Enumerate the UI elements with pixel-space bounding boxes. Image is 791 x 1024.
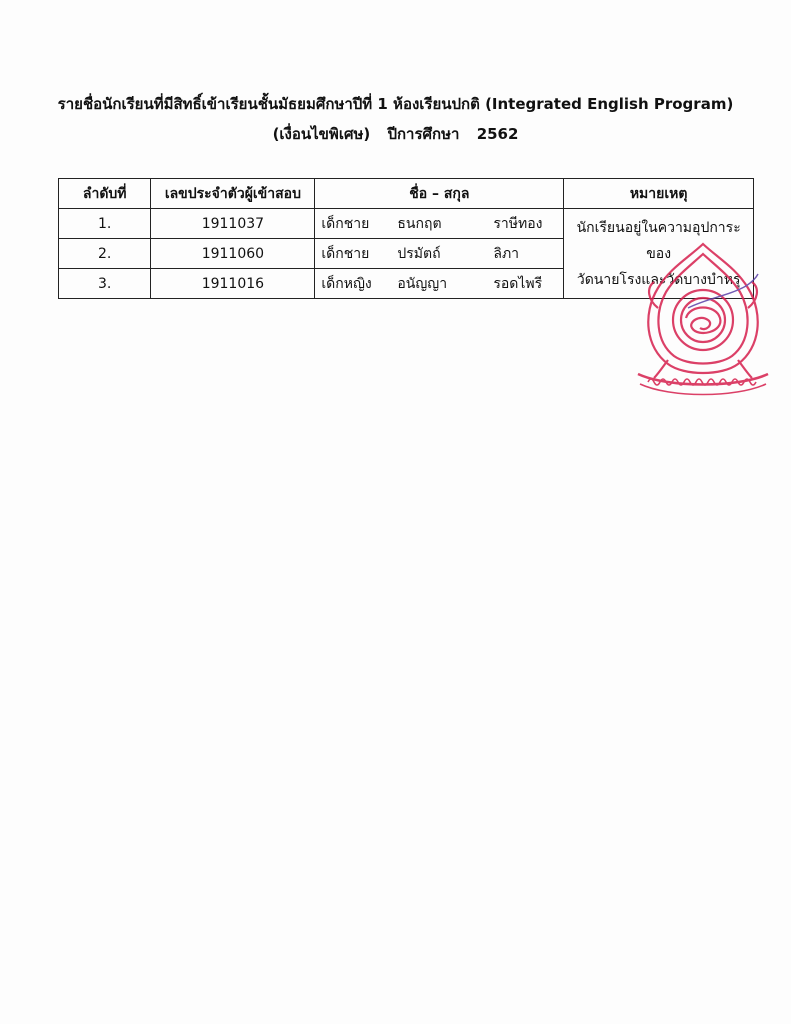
row-name xyxy=(315,269,564,299)
row-name xyxy=(315,239,564,269)
remark-line-1: นักเรียนอยู่ในความอุปการะของ xyxy=(576,219,741,262)
row-exam-id: 1911016 xyxy=(151,269,315,299)
header-name: ชื่อ – สกุล xyxy=(315,179,564,209)
header-exam-id: เลขประจำตัวผู้เข้าสอบ xyxy=(151,179,315,209)
name-prefix: เด็กชาย xyxy=(321,245,370,262)
row-no: 2. xyxy=(59,239,151,269)
document-title: รายชื่อนักเรียนที่มีสิทธิ์เข้าเรียนชั้นมัธยมศึกษาปีที่ 1 ห้องเรียนปกติ (Integrated English Program) xyxy=(57,95,734,113)
last-name: ลิภา xyxy=(493,245,520,262)
school-seal-stamp xyxy=(628,238,778,398)
row-exam-id: 1911037 xyxy=(151,209,315,239)
first-name: อนัญญา xyxy=(397,275,448,292)
name-prefix: เด็กชาย xyxy=(321,215,370,232)
header-remark: หมายเหตุ xyxy=(564,179,754,209)
subtitle-academic-year-label: ปีการศึกษา xyxy=(387,125,460,143)
row-exam-id: 1911060 xyxy=(151,239,315,269)
row-name xyxy=(315,209,564,239)
remark-line-2: วัดนายโรงและวัดบางบำหรุ xyxy=(576,271,741,288)
row-no: 1. xyxy=(59,209,151,239)
first-name: ปรมัตถ์ xyxy=(397,245,441,262)
subtitle-year: 2562 xyxy=(476,125,519,143)
first-name: ธนกฤต xyxy=(397,215,442,232)
last-name: รอดไพรี xyxy=(493,275,543,292)
last-name: ราษีทอง xyxy=(493,215,543,232)
name-prefix: เด็กหญิง xyxy=(321,275,372,292)
header-no: ลำดับที่ xyxy=(59,179,151,209)
document-subtitle xyxy=(0,122,791,146)
subtitle-condition: (เงื่อนไขพิเศษ) xyxy=(272,125,371,143)
table-header-row xyxy=(59,179,754,209)
table-row xyxy=(59,209,754,239)
row-no: 3. xyxy=(59,269,151,299)
